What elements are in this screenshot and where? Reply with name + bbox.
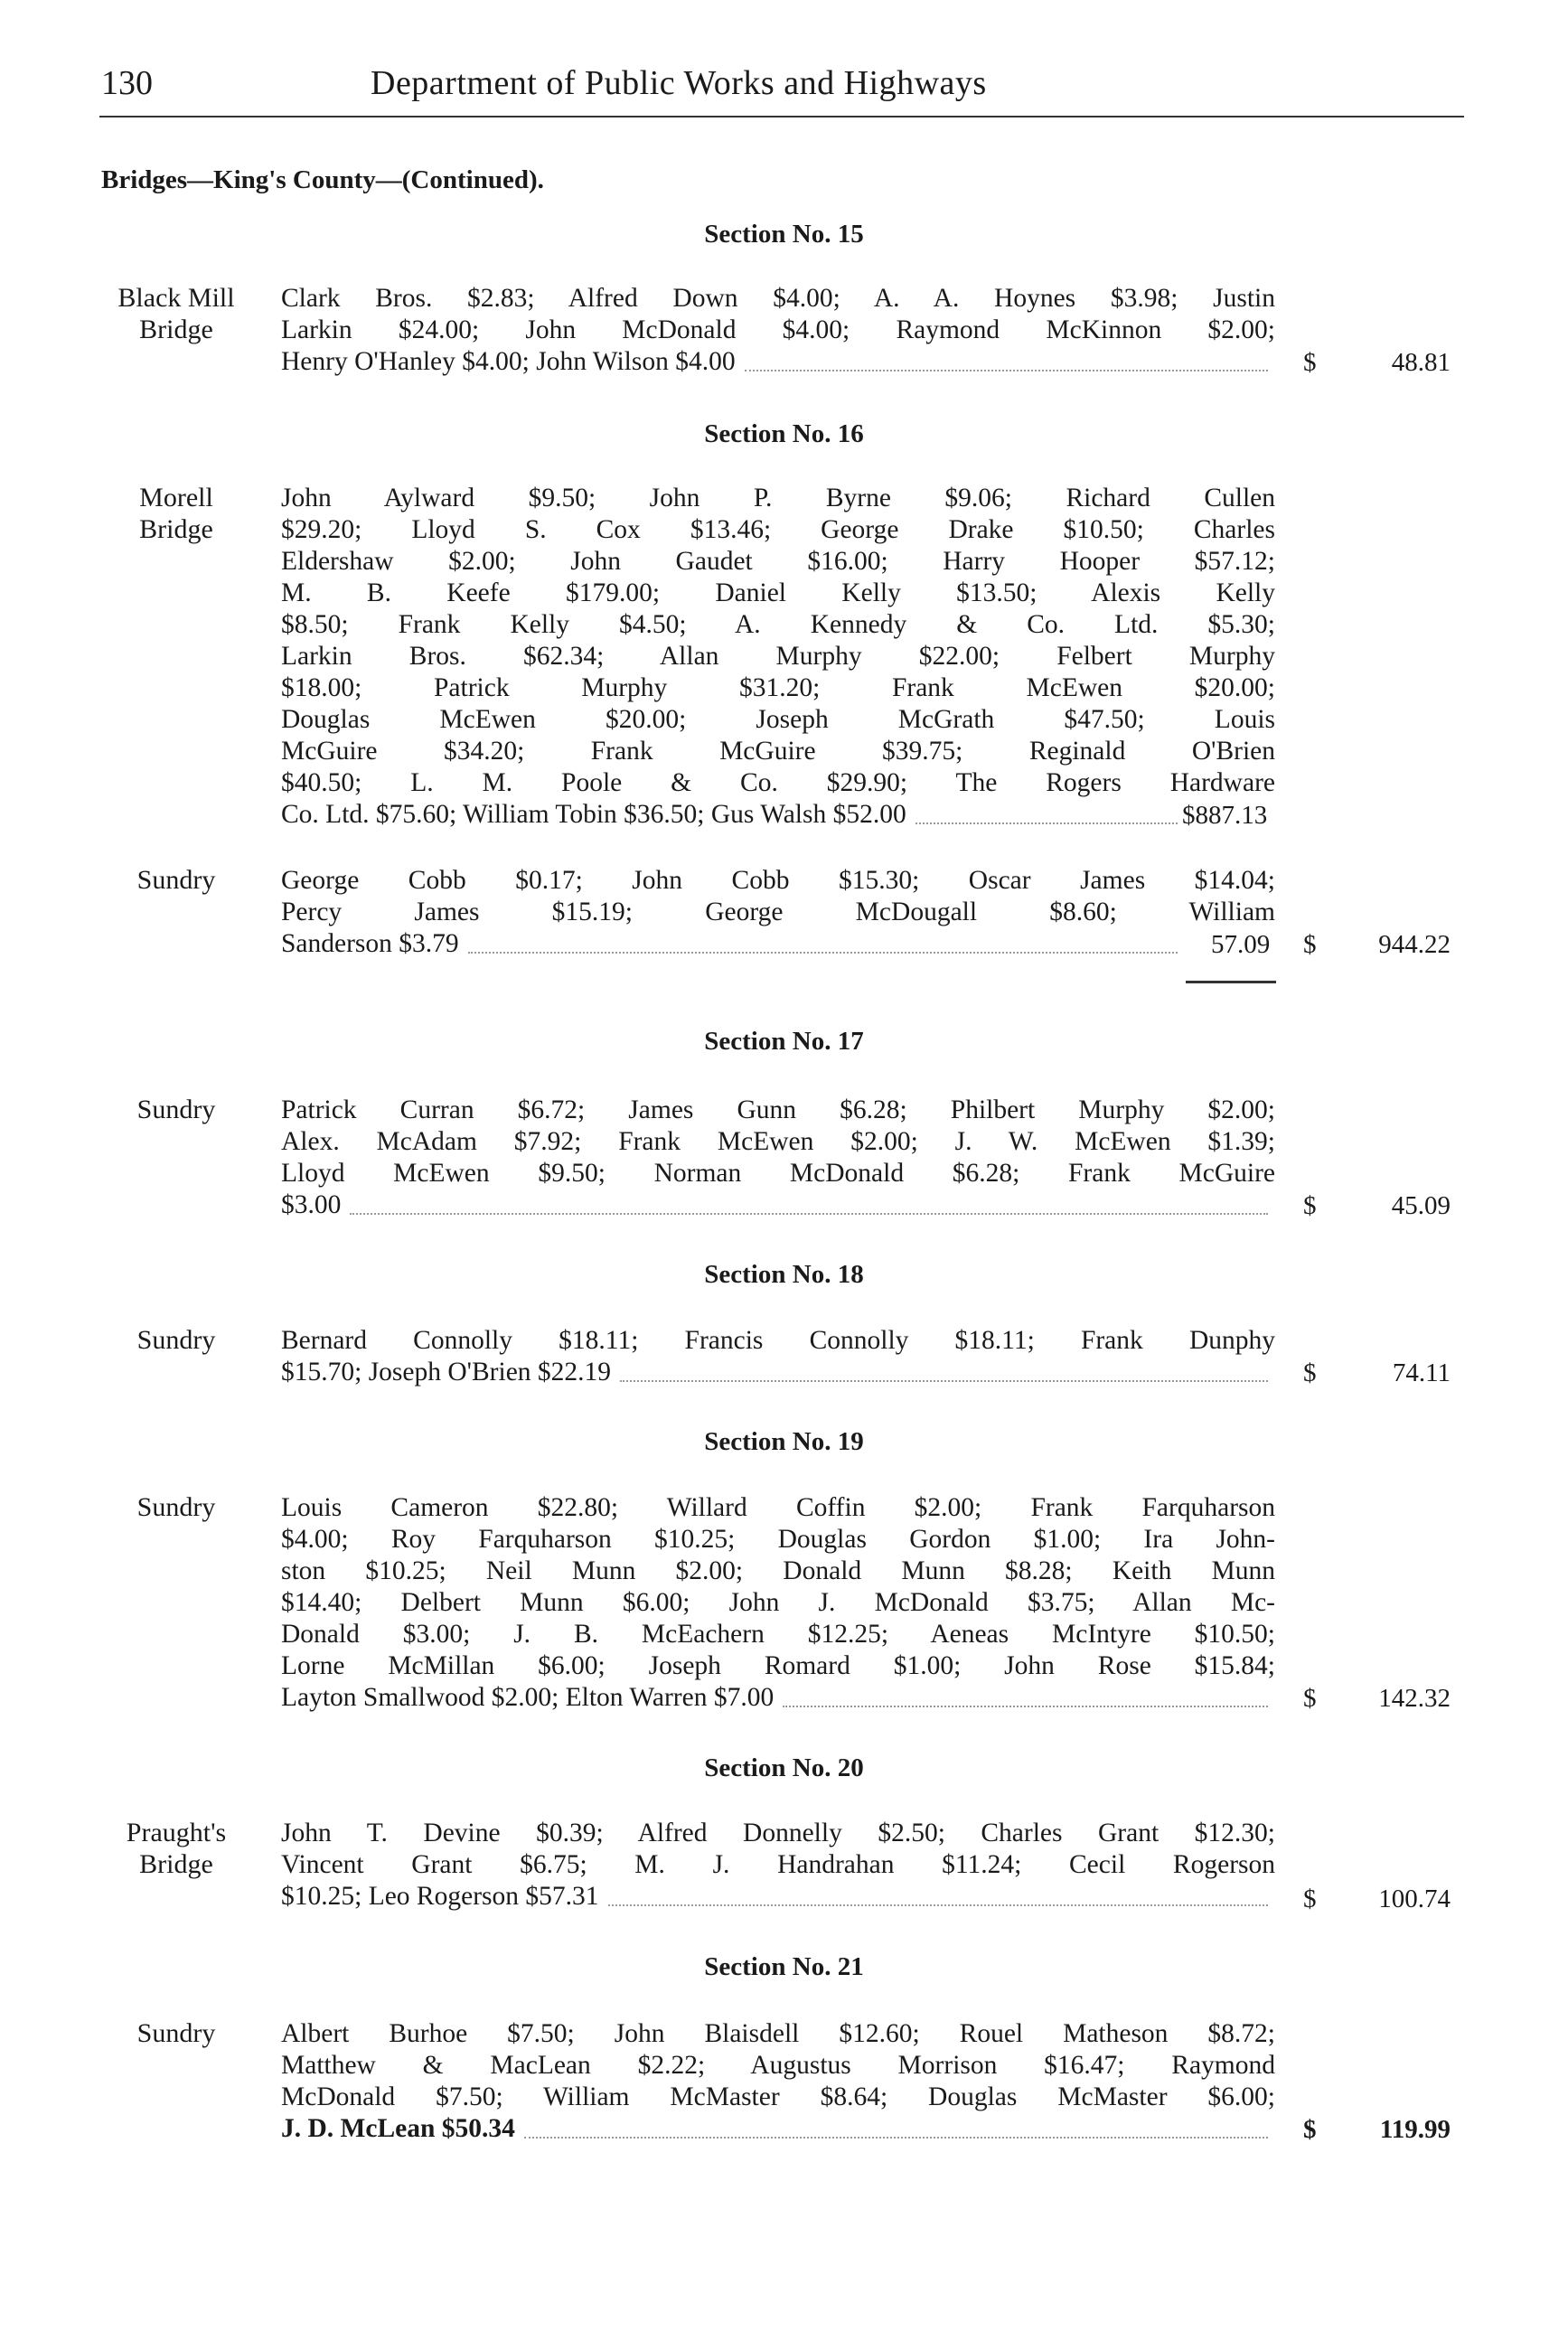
dollar-sign: $ (1303, 1885, 1317, 1913)
entry-line: Layton Smallwood $2.00; Elton Warren $7.00 (281, 1681, 1275, 1714)
entry-line: Lloyd McEwen $9.50; Norman McDonald $6.28; Frank McGuire (281, 1159, 1275, 1188)
leader-dots (745, 350, 1268, 371)
entry-line: Sanderson $3.79 (281, 927, 1185, 960)
entry-line: Lorne McMillan $6.00; Joseph Romard $1.00; John Rose $15.84; (281, 1651, 1275, 1680)
leader-dots (620, 1360, 1268, 1382)
entry-line: George Cobb $0.17; John Cobb $15.30; Oscar James $14.04; (281, 866, 1275, 895)
entry-line: $18.00; Patrick Murphy $31.20; Frank McEwen $20.00; (281, 673, 1275, 702)
entry-line: Eldershaw $2.00; John Gaudet $16.00; Harry Hooper $57.12; (281, 547, 1275, 576)
entry-label (90, 864, 262, 896)
entry-subtotal: $887.13 (1182, 801, 1268, 830)
entry-line: ston $10.25; Neil Munn $2.00; Donald Munn $8.28; Keith Munn (281, 1556, 1275, 1585)
section-total: 100.74 (1378, 1885, 1451, 1913)
section-heading: Section No. 18 (704, 1260, 864, 1289)
sum-rule (1186, 981, 1276, 983)
entry-line: $14.40; Delbert Munn $6.00; John J. McDonald $3.75; Allan Mc- (281, 1588, 1275, 1617)
leader-dots (915, 803, 1178, 824)
entry-label (90, 2017, 262, 2049)
entry-line: Henry O'Hanley $4.00; John Wilson $4.00 (281, 345, 1275, 378)
entry-line: Co. Ltd. $75.60; William Tobin $36.50; Gus Walsh $52.00 (281, 798, 1185, 831)
entry-line: Bernard Connolly $18.11; Francis Connolly $18.11; Frank Dunphy (281, 1326, 1275, 1355)
entry-line: $29.20; Lloyd S. Cox $13.46; George Drake $10.50; Charles (281, 515, 1275, 544)
entry-label-line: Bridge (139, 315, 213, 344)
entry-line: $40.50; L. M. Poole & Co. $29.90; The Rogers Hardware (281, 768, 1275, 797)
entry-label (90, 1817, 262, 1880)
section-heading: Section No. 19 (704, 1427, 864, 1456)
leader-dots (783, 1686, 1268, 1707)
entry-label (90, 1491, 262, 1523)
entry-line: Matthew & MacLean $2.22; Augustus Morrison $16.47; Raymond (281, 2051, 1275, 2080)
entry-label-line: Black Mill (117, 283, 235, 313)
entry-line: Percy James $15.19; George McDougall $8.60; William (281, 898, 1275, 926)
section-heading: Section No. 16 (704, 419, 864, 448)
section-heading: Section No. 21 (704, 1952, 864, 1981)
dollar-sign: $ (1303, 1358, 1317, 1387)
entry-label (90, 482, 262, 545)
entry-line: Douglas McEwen $20.00; Joseph McGrath $47.50; Louis (281, 705, 1275, 734)
entry-line: Louis Cameron $22.80; Willard Coffin $2.00; Frank Farquharson (281, 1493, 1275, 1522)
dollar-sign: $ (1303, 930, 1317, 959)
header-rule (99, 116, 1464, 118)
entry-line: J. D. McLean $50.34 (281, 2112, 1275, 2145)
entry-label-line: Sundry (136, 1325, 216, 1355)
section-total: 142.32 (1378, 1684, 1451, 1713)
entry-label-line: Praught's (126, 1818, 227, 1847)
entry-label-line: Sundry (136, 1095, 216, 1124)
leader-dots (608, 1885, 1268, 1906)
entry-line: Albert Burhoe $7.50; John Blaisdell $12.60; Rouel Matheson $8.72; (281, 2019, 1275, 2048)
page-title: Department of Public Works and Highways (371, 64, 987, 102)
entry-line: Clark Bros. $2.83; Alfred Down $4.00; A. A. Hoynes $3.98; Justin (281, 284, 1275, 313)
section-heading: Section No. 17 (704, 1027, 864, 1056)
leader-dots (468, 932, 1178, 954)
entry-line: Larkin Bros. $62.34; Allan Murphy $22.00; Felbert Murphy (281, 642, 1275, 671)
entry-line: M. B. Keefe $179.00; Daniel Kelly $13.50; Alexis Kelly (281, 578, 1275, 607)
entry-line: McDonald $7.50; William McMaster $8.64; Douglas McMaster $6.00; (281, 2082, 1275, 2111)
section-total: 45.09 (1391, 1191, 1451, 1220)
dollar-sign: $ (1303, 1191, 1317, 1220)
dollar-sign: $ (1303, 2115, 1317, 2144)
entry-line: $15.70; Joseph O'Brien $22.19 (281, 1356, 1275, 1388)
entry-label (90, 1324, 262, 1356)
leader-dots (350, 1193, 1268, 1215)
section-total: 119.99 (1379, 2115, 1451, 2144)
entry-label (90, 282, 262, 345)
section-total: 944.22 (1378, 930, 1451, 959)
entry-label-line: Sundry (136, 2018, 216, 2048)
entry-label-line: Morell (139, 483, 213, 512)
section-total: 48.81 (1391, 348, 1451, 377)
dollar-sign: $ (1303, 1684, 1317, 1713)
entry-line: McGuire $34.20; Frank McGuire $39.75; Reginald O'Brien (281, 737, 1275, 766)
section-total: 74.11 (1392, 1358, 1451, 1387)
entry-line: Patrick Curran $6.72; James Gunn $6.28; Philbert Murphy $2.00; (281, 1095, 1275, 1124)
subheading: Bridges—King's County—(Continued). (101, 165, 544, 194)
page-number: 130 (101, 64, 153, 102)
entry-label-line: Sundry (136, 865, 216, 895)
entry-line: Donald $3.00; J. B. McEachern $12.25; Aeneas McIntyre $10.50; (281, 1620, 1275, 1649)
entry-line: Vincent Grant $6.75; M. J. Handrahan $11.24; Cecil Rogerson (281, 1850, 1275, 1879)
entry-subtotal: 57.09 (1211, 930, 1271, 959)
entry-line: John Aylward $9.50; John P. Byrne $9.06; Richard Cullen (281, 484, 1275, 512)
leader-dots (524, 2117, 1268, 2138)
entry-line: Larkin $24.00; John McDonald $4.00; Raymond McKinnon $2.00; (281, 315, 1275, 344)
entry-label-line: Bridge (139, 514, 213, 544)
entry-line: $4.00; Roy Farquharson $10.25; Douglas Gordon $1.00; Ira John- (281, 1525, 1275, 1554)
dollar-sign: $ (1303, 348, 1317, 377)
entry-line: $10.25; Leo Rogerson $57.31 (281, 1880, 1275, 1913)
entry-line: Alex. McAdam $7.92; Frank McEwen $2.00; J. W. McEwen $1.39; (281, 1127, 1275, 1156)
entry-line: John T. Devine $0.39; Alfred Donnelly $2.50; Charles Grant $12.30; (281, 1819, 1275, 1847)
section-heading: Section No. 20 (704, 1753, 864, 1782)
entry-label-line: Sundry (136, 1492, 216, 1522)
entry-line: $3.00 (281, 1189, 1275, 1221)
section-heading: Section No. 15 (704, 220, 864, 249)
entry-label-line: Bridge (139, 1849, 213, 1879)
entry-label (90, 1094, 262, 1125)
entry-line: $8.50; Frank Kelly $4.50; A. Kennedy & Co. Ltd. $5.30; (281, 610, 1275, 639)
